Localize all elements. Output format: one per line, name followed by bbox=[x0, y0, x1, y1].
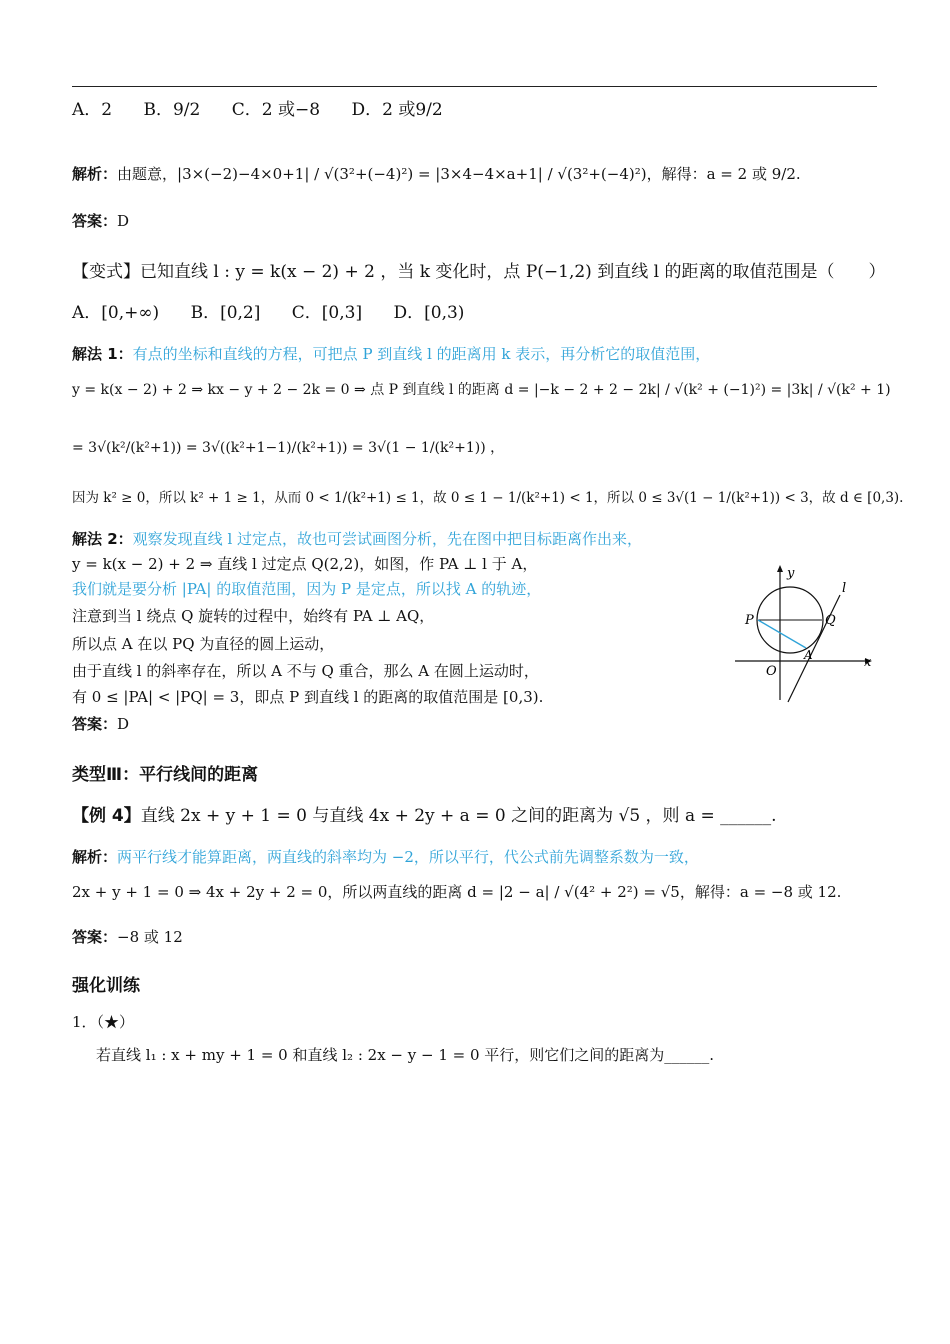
q3-options bbox=[72, 100, 469, 120]
method2-line1: y = k(x − 2) + 2 ⇒ 直线 l 过定点 Q(2,2)，如图，作 PA ⊥ l 于 A， bbox=[72, 555, 538, 573]
training-heading: 强化训练 bbox=[72, 976, 140, 996]
label-a: A bbox=[804, 648, 813, 662]
option-a[interactable]: A．2 bbox=[72, 100, 113, 120]
header-rule bbox=[72, 86, 877, 87]
variant-option-c[interactable]: C．[0,3] bbox=[291, 303, 363, 323]
segment-pa bbox=[758, 620, 806, 648]
method1-line2: = 3√(k²/(k²+1)) = 3√((k²+1−1)/(k²+1)) = 3√(1 − 1/(k²+1)) ， bbox=[72, 440, 505, 456]
y-axis-arrow bbox=[777, 565, 783, 572]
example4-label: 【例 4】 bbox=[72, 806, 141, 826]
method2-line4: 所以点 A 在以 PQ 为直径的圆上运动， bbox=[72, 635, 335, 653]
type3-analysis-intro: 两平行线才能算距离，两直线的斜率均为 −2，所以平行，代公式前先调整系数为一致， bbox=[117, 848, 699, 866]
answer-label: 答案： bbox=[72, 212, 118, 230]
method2-line3: 注意到当 l 绕点 Q 旋转的过程中，始终有 PA ⊥ AQ， bbox=[72, 607, 435, 625]
line-l bbox=[788, 595, 840, 702]
variant-options bbox=[72, 303, 490, 323]
variant-answer-value: D bbox=[117, 715, 130, 733]
label-x: x bbox=[864, 655, 872, 670]
method2-line2: 我们就是要分析 |PA| 的取值范围，因为 P 是定点，所以找 A 的轨迹， bbox=[72, 580, 542, 598]
training-q1-text: 若直线 l₁ : x + my + 1 = 0 和直线 l₂ : 2x − y − 1 = 0 平行，则它们之间的距离为______. bbox=[96, 1046, 715, 1064]
type3-analysis-label: 解析： bbox=[72, 848, 118, 866]
type3-analysis-line: 2x + y + 1 = 0 ⇒ 4x + 2y + 2 = 0，所以两直线的距离 d = |2 − a| / √(4² + 2²) = √5，解得：a = −8 或 12. bbox=[72, 883, 842, 901]
type3-answer bbox=[72, 928, 183, 946]
example4-text: 直线 2x + y + 1 = 0 与直线 4x + 2y + a = 0 之间的距离为 √5 ，则 a = ______. bbox=[140, 806, 777, 826]
example4 bbox=[72, 806, 777, 826]
variant-stem: 【变式】已知直线 l : y = k(x − 2) + 2 ，当 k 变化时，点 P(−1,2) 到直线 l 的距离的取值范围是（ ） bbox=[72, 262, 886, 282]
variant-option-d[interactable]: D．[0,3) bbox=[393, 303, 465, 323]
method1-line3: 因为 k² ≥ 0，所以 k² + 1 ≥ 1，从而 0 < 1/(k²+1) ≤ 1，故 0 ≤ 1 − 1/(k²+1) < 1，所以 0 ≤ 3√(1 − 1/(k²+1)) < 3，故 d ∈ [0,3). bbox=[72, 490, 904, 506]
geometry-figure bbox=[730, 560, 880, 710]
method1-intro: 有点的坐标和直线的方程，可把点 P 到直线 l 的距离用 k 表示，再分析它的取值范围， bbox=[132, 345, 711, 363]
method2-label: 解法 2： bbox=[72, 530, 133, 548]
label-p: P bbox=[745, 613, 754, 628]
answer-value: D bbox=[117, 212, 130, 230]
type3-heading: 类型Ⅲ：平行线间的距离 bbox=[72, 765, 259, 785]
label-o: O bbox=[766, 664, 777, 679]
analysis-text: 由题意，|3×(−2)−4×0+1| / √(3²+(−4)²) = |3×4−4×a+1| / √(3²+(−4)²)，解得：a = 2 或 9/2. bbox=[117, 165, 801, 183]
method1-intro-line bbox=[72, 345, 710, 363]
type3-answer-value: −8 或 12 bbox=[117, 928, 183, 946]
method2-line5: 由于直线 l 的斜率存在，所以 A 不与 Q 重合，那么 A 在圆上运动时， bbox=[72, 662, 539, 680]
method1-label: 解法 1： bbox=[72, 345, 133, 363]
option-d[interactable]: D．2 或9/2 bbox=[351, 100, 443, 120]
label-q: Q bbox=[825, 613, 836, 628]
q3-analysis bbox=[72, 165, 801, 183]
variant-option-b[interactable]: B．[0,2] bbox=[190, 303, 261, 323]
training-q1-label: 1．（★） bbox=[72, 1013, 135, 1031]
variant-answer-label: 答案： bbox=[72, 715, 118, 733]
label-l: l bbox=[842, 581, 847, 596]
method2-line6: 有 0 ≤ |PA| < |PQ| = 3，即点 P 到直线 l 的距离的取值范围是 [0,3). bbox=[72, 688, 544, 706]
type3-analysis-intro-line bbox=[72, 848, 699, 866]
method2-intro: 观察发现直线 l 过定点，故也可尝试画图分析，先在图中把目标距离作出来， bbox=[132, 530, 643, 548]
method2-intro-line bbox=[72, 530, 642, 548]
type3-answer-label: 答案： bbox=[72, 928, 118, 946]
variant-answer bbox=[72, 715, 129, 733]
option-c[interactable]: C．2 或−8 bbox=[231, 100, 321, 120]
label-y: y bbox=[787, 566, 795, 581]
option-b[interactable]: B．9/2 bbox=[143, 100, 201, 120]
method1-line1: y = k(x − 2) + 2 ⇒ kx − y + 2 − 2k = 0 ⇒ 点 P 到直线 l 的距离 d = |−k − 2 + 2 − 2k| / √(k² + (−1)²) = |3k| / √(k² + 1) bbox=[72, 382, 891, 398]
q3-answer bbox=[72, 212, 129, 230]
analysis-label: 解析： bbox=[72, 165, 118, 183]
variant-option-a[interactable]: A．[0,+∞) bbox=[72, 303, 160, 323]
